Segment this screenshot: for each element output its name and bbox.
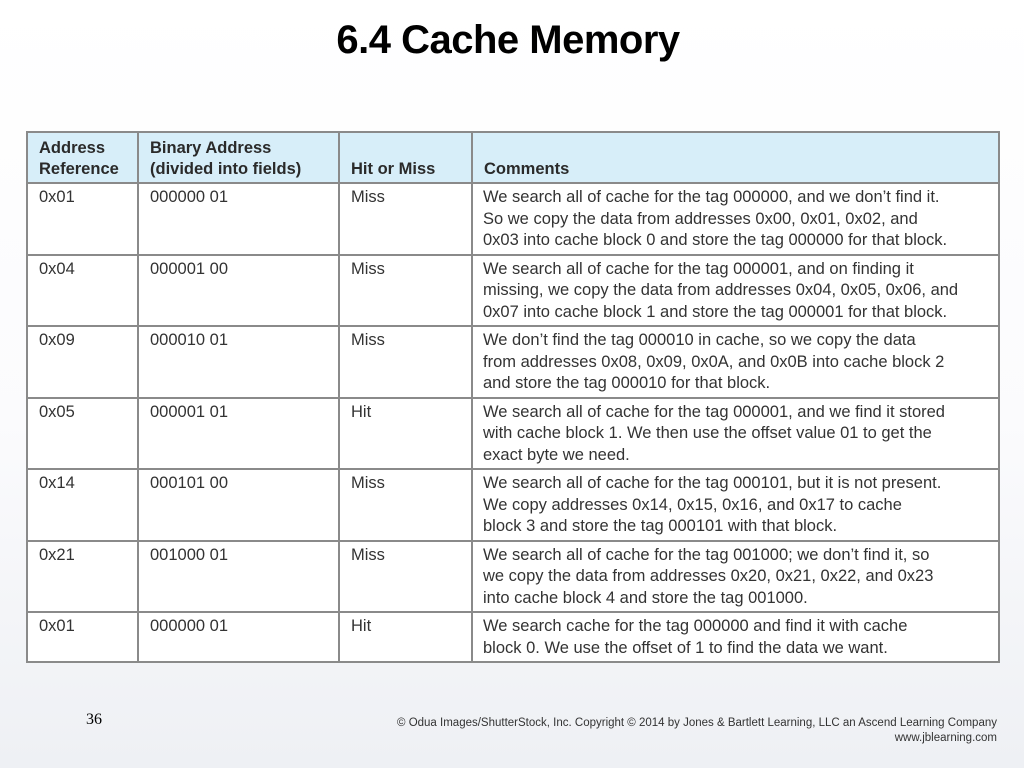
table-row [27, 469, 999, 541]
comment-cell: We search cache for the tag 000000 and find it with cache block 0. We use the offset of 1 to find the data we want. [472, 612, 999, 662]
address-reference-cell: 0x01 [27, 183, 138, 255]
hit-or-miss-cell: Hit [339, 612, 472, 662]
comment-cell: We search all of cache for the tag 000001, and we find it stored with cache block 1. We then use the offset value 01 to get the exact byte we need. [472, 398, 999, 470]
binary-address-cell: 001000 01 [138, 541, 339, 613]
header-binary-address: Binary Address (divided into fields) [138, 132, 339, 183]
cache-access-table [26, 131, 1000, 663]
table-row [27, 183, 999, 255]
address-reference-cell: 0x21 [27, 541, 138, 613]
header-comments: Comments [472, 132, 999, 183]
binary-address-cell: 000010 01 [138, 326, 339, 398]
binary-address-cell: 000001 01 [138, 398, 339, 470]
header-address-reference: Address Reference [27, 132, 138, 183]
address-reference-cell: 0x09 [27, 326, 138, 398]
hit-or-miss-cell: Miss [339, 541, 472, 613]
copyright-notice [397, 716, 997, 746]
binary-address-cell: 000000 01 [138, 183, 339, 255]
table-header-row [27, 132, 999, 183]
address-reference-cell: 0x04 [27, 255, 138, 327]
comment-cell: We search all of cache for the tag 000001, and on finding it missing, we copy the data from addresses 0x04, 0x05, 0x06, and 0x07 into cache block 1 and store the tag 000001 for that block. [472, 255, 999, 327]
comment-cell: We don’t find the tag 000010 in cache, so we copy the data from addresses 0x08, 0x09, 0x0A, and 0x0B into cache block 2 and store the tag 000010 for that block. [472, 326, 999, 398]
hit-or-miss-cell: Miss [339, 326, 472, 398]
address-reference-cell: 0x14 [27, 469, 138, 541]
table-row [27, 326, 999, 398]
table-row [27, 612, 999, 662]
table-row [27, 398, 999, 470]
binary-address-cell: 000000 01 [138, 612, 339, 662]
hit-or-miss-cell: Miss [339, 469, 472, 541]
page-number: 36 [86, 711, 102, 728]
hit-or-miss-cell: Miss [339, 255, 472, 327]
table-row [27, 255, 999, 327]
header-hit-or-miss: Hit or Miss [339, 132, 472, 183]
comment-cell: We search all of cache for the tag 000000, and we don’t find it. So we copy the data from addresses 0x00, 0x01, 0x02, and 0x03 into cache block 0 and store the tag 000000 for that block. [472, 183, 999, 255]
table-row [27, 541, 999, 613]
copyright-text: © Odua Images/ShutterStock, Inc. Copyright © 2014 by Jones & Bartlett Learning, LLC an Ascend Learning Company [397, 717, 997, 729]
slide-title: 6.4 Cache Memory [336, 18, 680, 62]
address-reference-cell: 0x05 [27, 398, 138, 470]
comment-cell: We search all of cache for the tag 000101, but it is not present. We copy addresses 0x14, 0x15, 0x16, and 0x17 to cache block 3 and store the tag 000101 with that block. [472, 469, 999, 541]
publisher-website: www.jblearning.com [894, 732, 997, 744]
hit-or-miss-cell: Hit [339, 398, 472, 470]
binary-address-cell: 000101 00 [138, 469, 339, 541]
comment-cell: We search all of cache for the tag 001000; we don’t find it, so we copy the data from addresses 0x20, 0x21, 0x22, and 0x23 into cache block 4 and store the tag 001000. [472, 541, 999, 613]
hit-or-miss-cell: Miss [339, 183, 472, 255]
binary-address-cell: 000001 00 [138, 255, 339, 327]
address-reference-cell: 0x01 [27, 612, 138, 662]
